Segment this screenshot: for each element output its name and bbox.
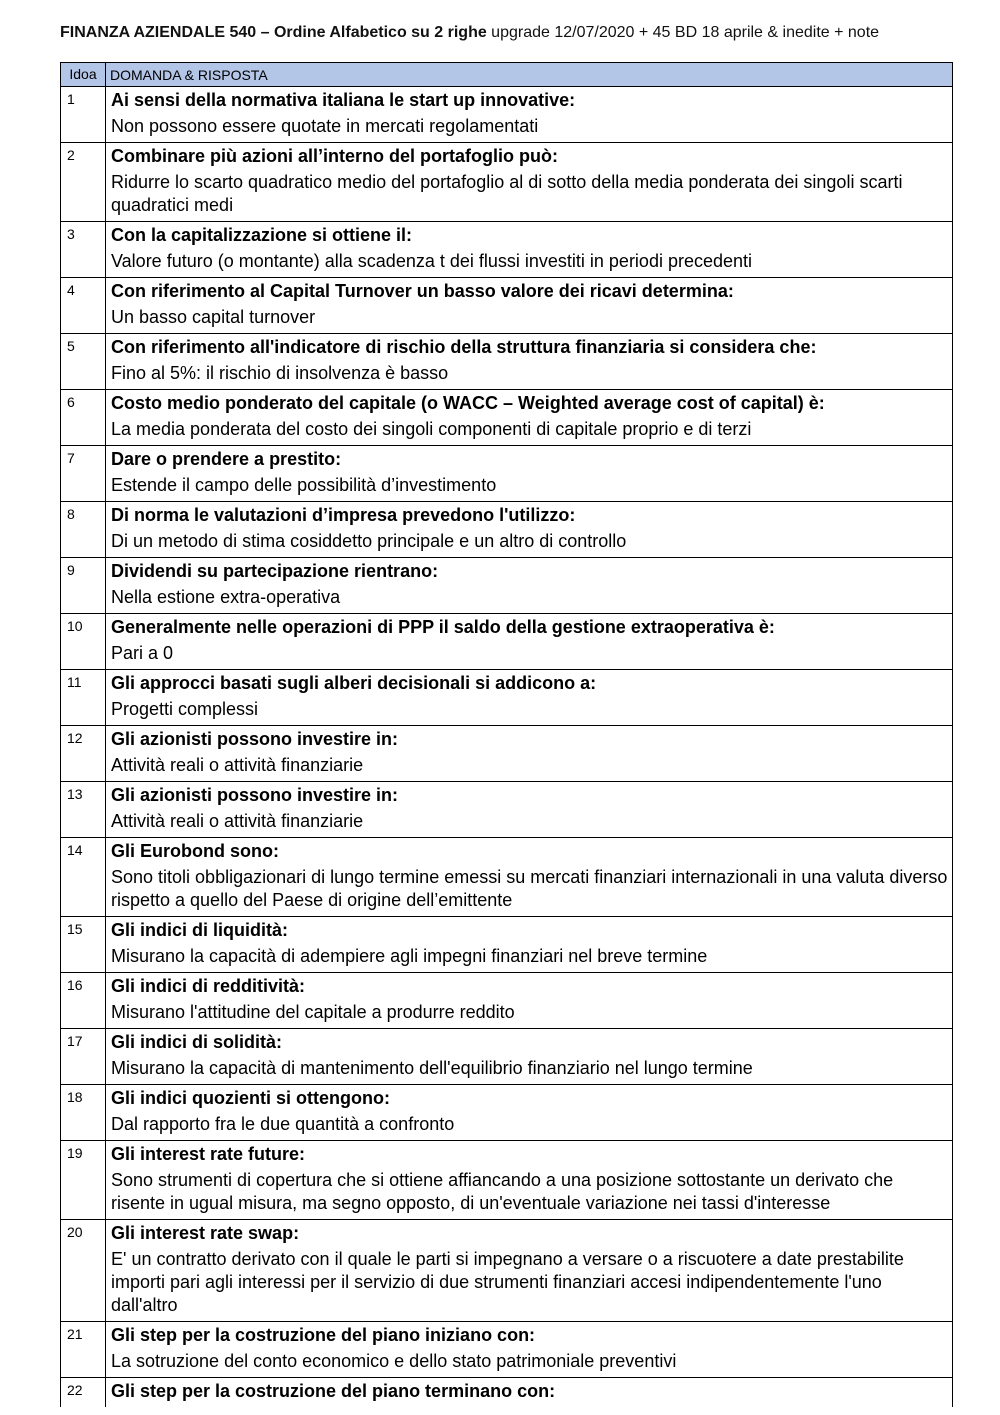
row-number: 18: [61, 1085, 106, 1141]
qa-cell: [106, 143, 953, 222]
question-text: Generalmente nelle operazioni di PPP il saldo della gestione extraoperativa è:: [111, 617, 775, 637]
row-number: 21: [61, 1322, 106, 1378]
question-text: Gli indici di redditività:: [111, 976, 306, 996]
table-row: [61, 614, 953, 670]
row-number: 19: [61, 1141, 106, 1220]
answer-text: La sotruzione del conto economico e dello stato patrimoniale preventivi: [111, 1351, 677, 1371]
qa-cell: [106, 614, 953, 670]
question-text: Dividendi su partecipazione rientrano:: [111, 561, 439, 581]
table-row: [61, 143, 953, 222]
answer-text: Sono titoli obbligazionari di lungo termine emessi su mercati finanziari internazionali in una valuta diverso rispetto a quello del Paese di origine dell’emittente: [111, 867, 948, 910]
question-text: Gli step per la costruzione del piano terminano con:: [111, 1381, 556, 1401]
qa-table: [60, 62, 953, 1407]
row-number: 3: [61, 222, 106, 278]
table-row: [61, 917, 953, 973]
question-text: Gli interest rate swap:: [111, 1223, 300, 1243]
table-row: [61, 222, 953, 278]
table-row: [61, 1141, 953, 1220]
table-row: [61, 670, 953, 726]
question-text: Con riferimento al Capital Turnover un basso valore dei ricavi determina:: [111, 281, 734, 301]
table-row: [61, 558, 953, 614]
column-header-question-answer: DOMANDA & RISPOSTA: [106, 63, 953, 87]
answer-text: Misurano la capacità di adempiere agli impegni finanziari nel breve termine: [111, 946, 708, 966]
question-text: Gli Eurobond sono:: [111, 841, 279, 861]
row-number: 10: [61, 614, 106, 670]
qa-cell: [106, 1085, 953, 1141]
qa-cell: [106, 726, 953, 782]
question-text: Gli azionisti possono investire in:: [111, 729, 399, 749]
answer-text: Estende il campo delle possibilità d’investimento: [111, 475, 497, 495]
qa-cell: [106, 917, 953, 973]
question-text: Gli approcci basati sugli alberi decisionali si addicono a:: [111, 673, 597, 693]
table-row: [61, 973, 953, 1029]
answer-text: Misurano l'attitudine del capitale a produrre reddito: [111, 1002, 515, 1022]
row-number: 4: [61, 278, 106, 334]
row-number: 2: [61, 143, 106, 222]
qa-cell: [106, 1141, 953, 1220]
table-row: [61, 334, 953, 390]
question-text: Gli indici di liquidità:: [111, 920, 288, 940]
qa-cell: [106, 558, 953, 614]
row-number: 7: [61, 446, 106, 502]
question-text: Gli interest rate future:: [111, 1144, 306, 1164]
table-row: [61, 87, 953, 143]
qa-cell: [106, 87, 953, 143]
qa-cell: [106, 782, 953, 838]
row-number: 16: [61, 973, 106, 1029]
page-title: FINANZA AZIENDALE 540 – Ordine Alfabetico su 2 righe: [60, 24, 487, 41]
qa-cell: [106, 502, 953, 558]
question-text: Gli indici quozienti si ottengono:: [111, 1088, 390, 1108]
row-number: 12: [61, 726, 106, 782]
question-text: Dare o prendere a prestito:: [111, 449, 342, 469]
table-row: [61, 502, 953, 558]
table-row: [61, 1085, 953, 1141]
row-number: 9: [61, 558, 106, 614]
page-subtitle: upgrade 12/07/2020 + 45 BD 18 aprile & inedite + note: [486, 24, 880, 41]
table-row: [61, 446, 953, 502]
qa-cell: [106, 838, 953, 917]
question-text: Gli indici di solidità:: [111, 1032, 283, 1052]
qa-cell: [106, 446, 953, 502]
table-row: [61, 726, 953, 782]
table-row: [61, 1322, 953, 1378]
qa-cell: [106, 1029, 953, 1085]
question-text: Con la capitalizzazione si ottiene il:: [111, 225, 413, 245]
answer-text: Un basso capital turnover: [111, 307, 316, 327]
qa-cell: [106, 973, 953, 1029]
question-text: Gli step per la costruzione del piano iniziano con:: [111, 1325, 536, 1345]
qa-cell: [106, 222, 953, 278]
row-number: 20: [61, 1220, 106, 1322]
row-number: 17: [61, 1029, 106, 1085]
qa-cell: [106, 1322, 953, 1378]
qa-cell: [106, 1220, 953, 1322]
table-header-row: [61, 63, 953, 87]
row-number: 8: [61, 502, 106, 558]
row-number: 15: [61, 917, 106, 973]
table-row: [61, 782, 953, 838]
question-text: Con riferimento all'indicatore di rischio della struttura finanziaria si considera che:: [111, 337, 817, 357]
row-number: 5: [61, 334, 106, 390]
row-number: 1: [61, 87, 106, 143]
qa-cell: [106, 390, 953, 446]
answer-text: Attività reali o attività finanziarie: [111, 811, 364, 831]
answer-text: Progetti complessi: [111, 699, 259, 719]
row-number: 11: [61, 670, 106, 726]
question-text: Combinare più azioni all’interno del portafoglio può:: [111, 146, 558, 166]
table-row: [61, 278, 953, 334]
row-number: 14: [61, 838, 106, 917]
table-row: [61, 390, 953, 446]
qa-cell: [106, 1378, 953, 1408]
table-row: [61, 1220, 953, 1322]
question-text: Gli azionisti possono investire in:: [111, 785, 399, 805]
answer-text: Fino al 5%: il rischio di insolvenza è basso: [111, 363, 449, 383]
answer-text: Dal rapporto fra le due quantità a confronto: [111, 1114, 455, 1134]
qa-cell: [106, 670, 953, 726]
answer-text: La media ponderata del costo dei singoli componenti di capitale proprio e di terzi: [111, 419, 752, 439]
qa-cell: [106, 334, 953, 390]
row-number: 22: [61, 1378, 106, 1408]
row-number: 6: [61, 390, 106, 446]
qa-table-body: [61, 87, 953, 1408]
answer-text: Attività reali o attività finanziarie: [111, 755, 364, 775]
question-text: Di norma le valutazioni d’impresa prevedono l'utilizzo:: [111, 505, 576, 525]
answer-text: Di un metodo di stima cosiddetto principale e un altro di controllo: [111, 531, 627, 551]
answer-text: Valore futuro (o montante) alla scadenza t dei flussi investiti in periodi precedenti: [111, 251, 753, 271]
qa-cell: [106, 278, 953, 334]
row-number: 13: [61, 782, 106, 838]
question-text: Costo medio ponderato del capitale (o WACC – Weighted average cost of capital) è:: [111, 393, 825, 413]
answer-text: Sono strumenti di copertura che si ottiene affiancando a una posizione sottostante un derivato che risente in ugual misura, ma segno opposto, di un'eventuale variazione nei tassi d'interesse: [111, 1170, 894, 1213]
column-header-number: Idoa: [61, 63, 106, 87]
answer-text: Non possono essere quotate in mercati regolamentati: [111, 116, 539, 136]
question-text: Ai sensi della normativa italiana le start up innovative:: [111, 90, 576, 110]
answer-text: E' un contratto derivato con il quale le parti si impegnano a versare o a riscuotere a date prestabilite importi pari agli interessi per il servizio di due strumenti finanziari accesi indipendentemente l'uno dall'altro: [111, 1249, 904, 1315]
table-row: [61, 1378, 953, 1408]
answer-text: Pari a 0: [111, 643, 174, 663]
answer-text: Nella estione extra-operativa: [111, 587, 341, 607]
page-header: [60, 24, 960, 42]
answer-text: Ridurre lo scarto quadratico medio del portafoglio al di sotto della media ponderata dei singoli scarti quadratici medi: [111, 172, 903, 215]
table-row: [61, 1029, 953, 1085]
answer-text: Misurano la capacità di mantenimento dell'equilibrio finanziario nel lungo termine: [111, 1058, 753, 1078]
table-row: [61, 838, 953, 917]
